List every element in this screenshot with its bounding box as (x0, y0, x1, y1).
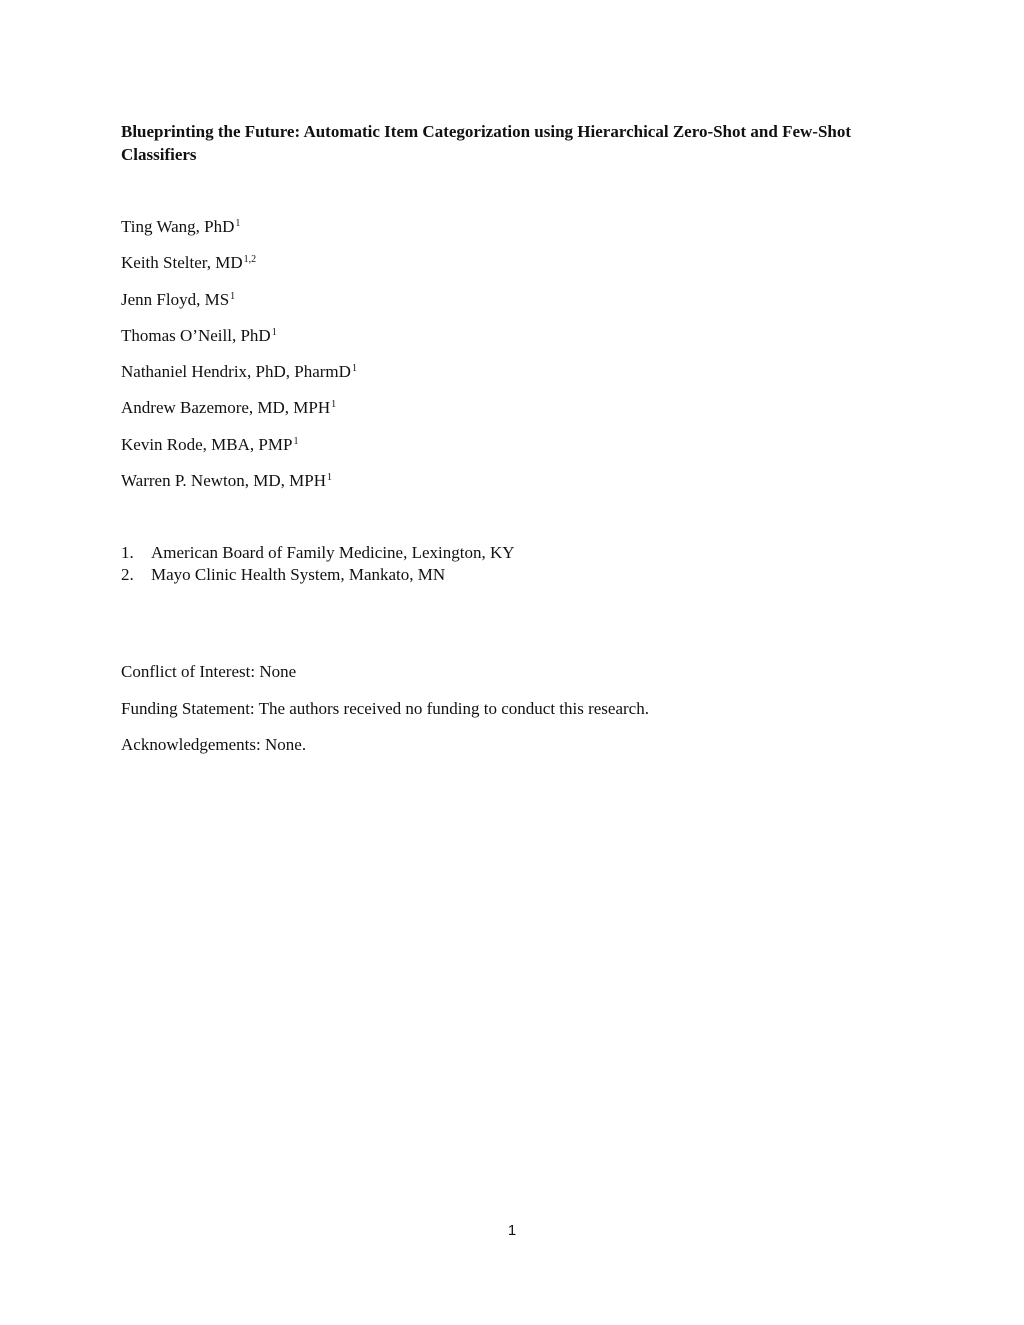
author-name: Warren P. Newton, MD, MPH (121, 471, 326, 491)
author-affiliation-mark: 1 (230, 290, 236, 302)
affiliation-list (121, 542, 515, 585)
affiliation-number: 1. (121, 543, 134, 562)
author-name: Andrew Bazemore, MD, MPH (121, 398, 331, 418)
affiliation-text: Mayo Clinic Health System, Mankato, MN (151, 564, 446, 584)
author-list (121, 215, 357, 505)
author-name: Ting Wang, PhD (121, 217, 235, 236)
author-item (121, 215, 357, 251)
author-item (121, 360, 357, 396)
author-affiliation-mark: 1 (271, 326, 277, 338)
author-item (121, 324, 357, 360)
author-item (121, 396, 357, 432)
author-item (121, 469, 357, 505)
paper-title: Blueprinting the Future: Automatic Item Categorization using Hierarchical Zero-Shot and Few-Shot Classifiers (121, 122, 852, 164)
author-item (121, 288, 357, 324)
affiliation-item (121, 542, 515, 564)
author-affiliation-mark: 1,2 (243, 254, 257, 266)
affiliation-number: 2. (121, 564, 134, 584)
author-name: Nathaniel Hendrix, PhD, PharmD (121, 362, 351, 382)
statements-section (121, 660, 649, 770)
author-affiliation-mark: 1 (293, 435, 299, 447)
author-affiliation-mark: 1 (331, 399, 337, 411)
author-affiliation-mark: 1 (235, 218, 241, 229)
author-name: Kevin Rode, MBA, PMP (121, 434, 293, 454)
author-affiliation-mark: 1 (351, 363, 357, 375)
funding-statement: Funding Statement: The authors received no funding to conduct this research. (121, 698, 649, 718)
author-name: Keith Stelter, MD (121, 253, 243, 273)
author-item (121, 433, 357, 469)
author-name: Thomas O’Neill, PhD (121, 325, 271, 345)
page-number: 1 (507, 1222, 517, 1239)
acknowledgements-statement: Acknowledgements: None. (121, 735, 307, 754)
affiliation-text: American Board of Family Medicine, Lexington, KY (151, 543, 515, 562)
author-item (121, 251, 357, 287)
conflict-of-interest-statement: Conflict of Interest: None (121, 662, 297, 681)
affiliation-item (121, 564, 515, 586)
author-affiliation-mark: 1 (326, 472, 332, 484)
author-name: Jenn Floyd, MS (121, 289, 230, 309)
